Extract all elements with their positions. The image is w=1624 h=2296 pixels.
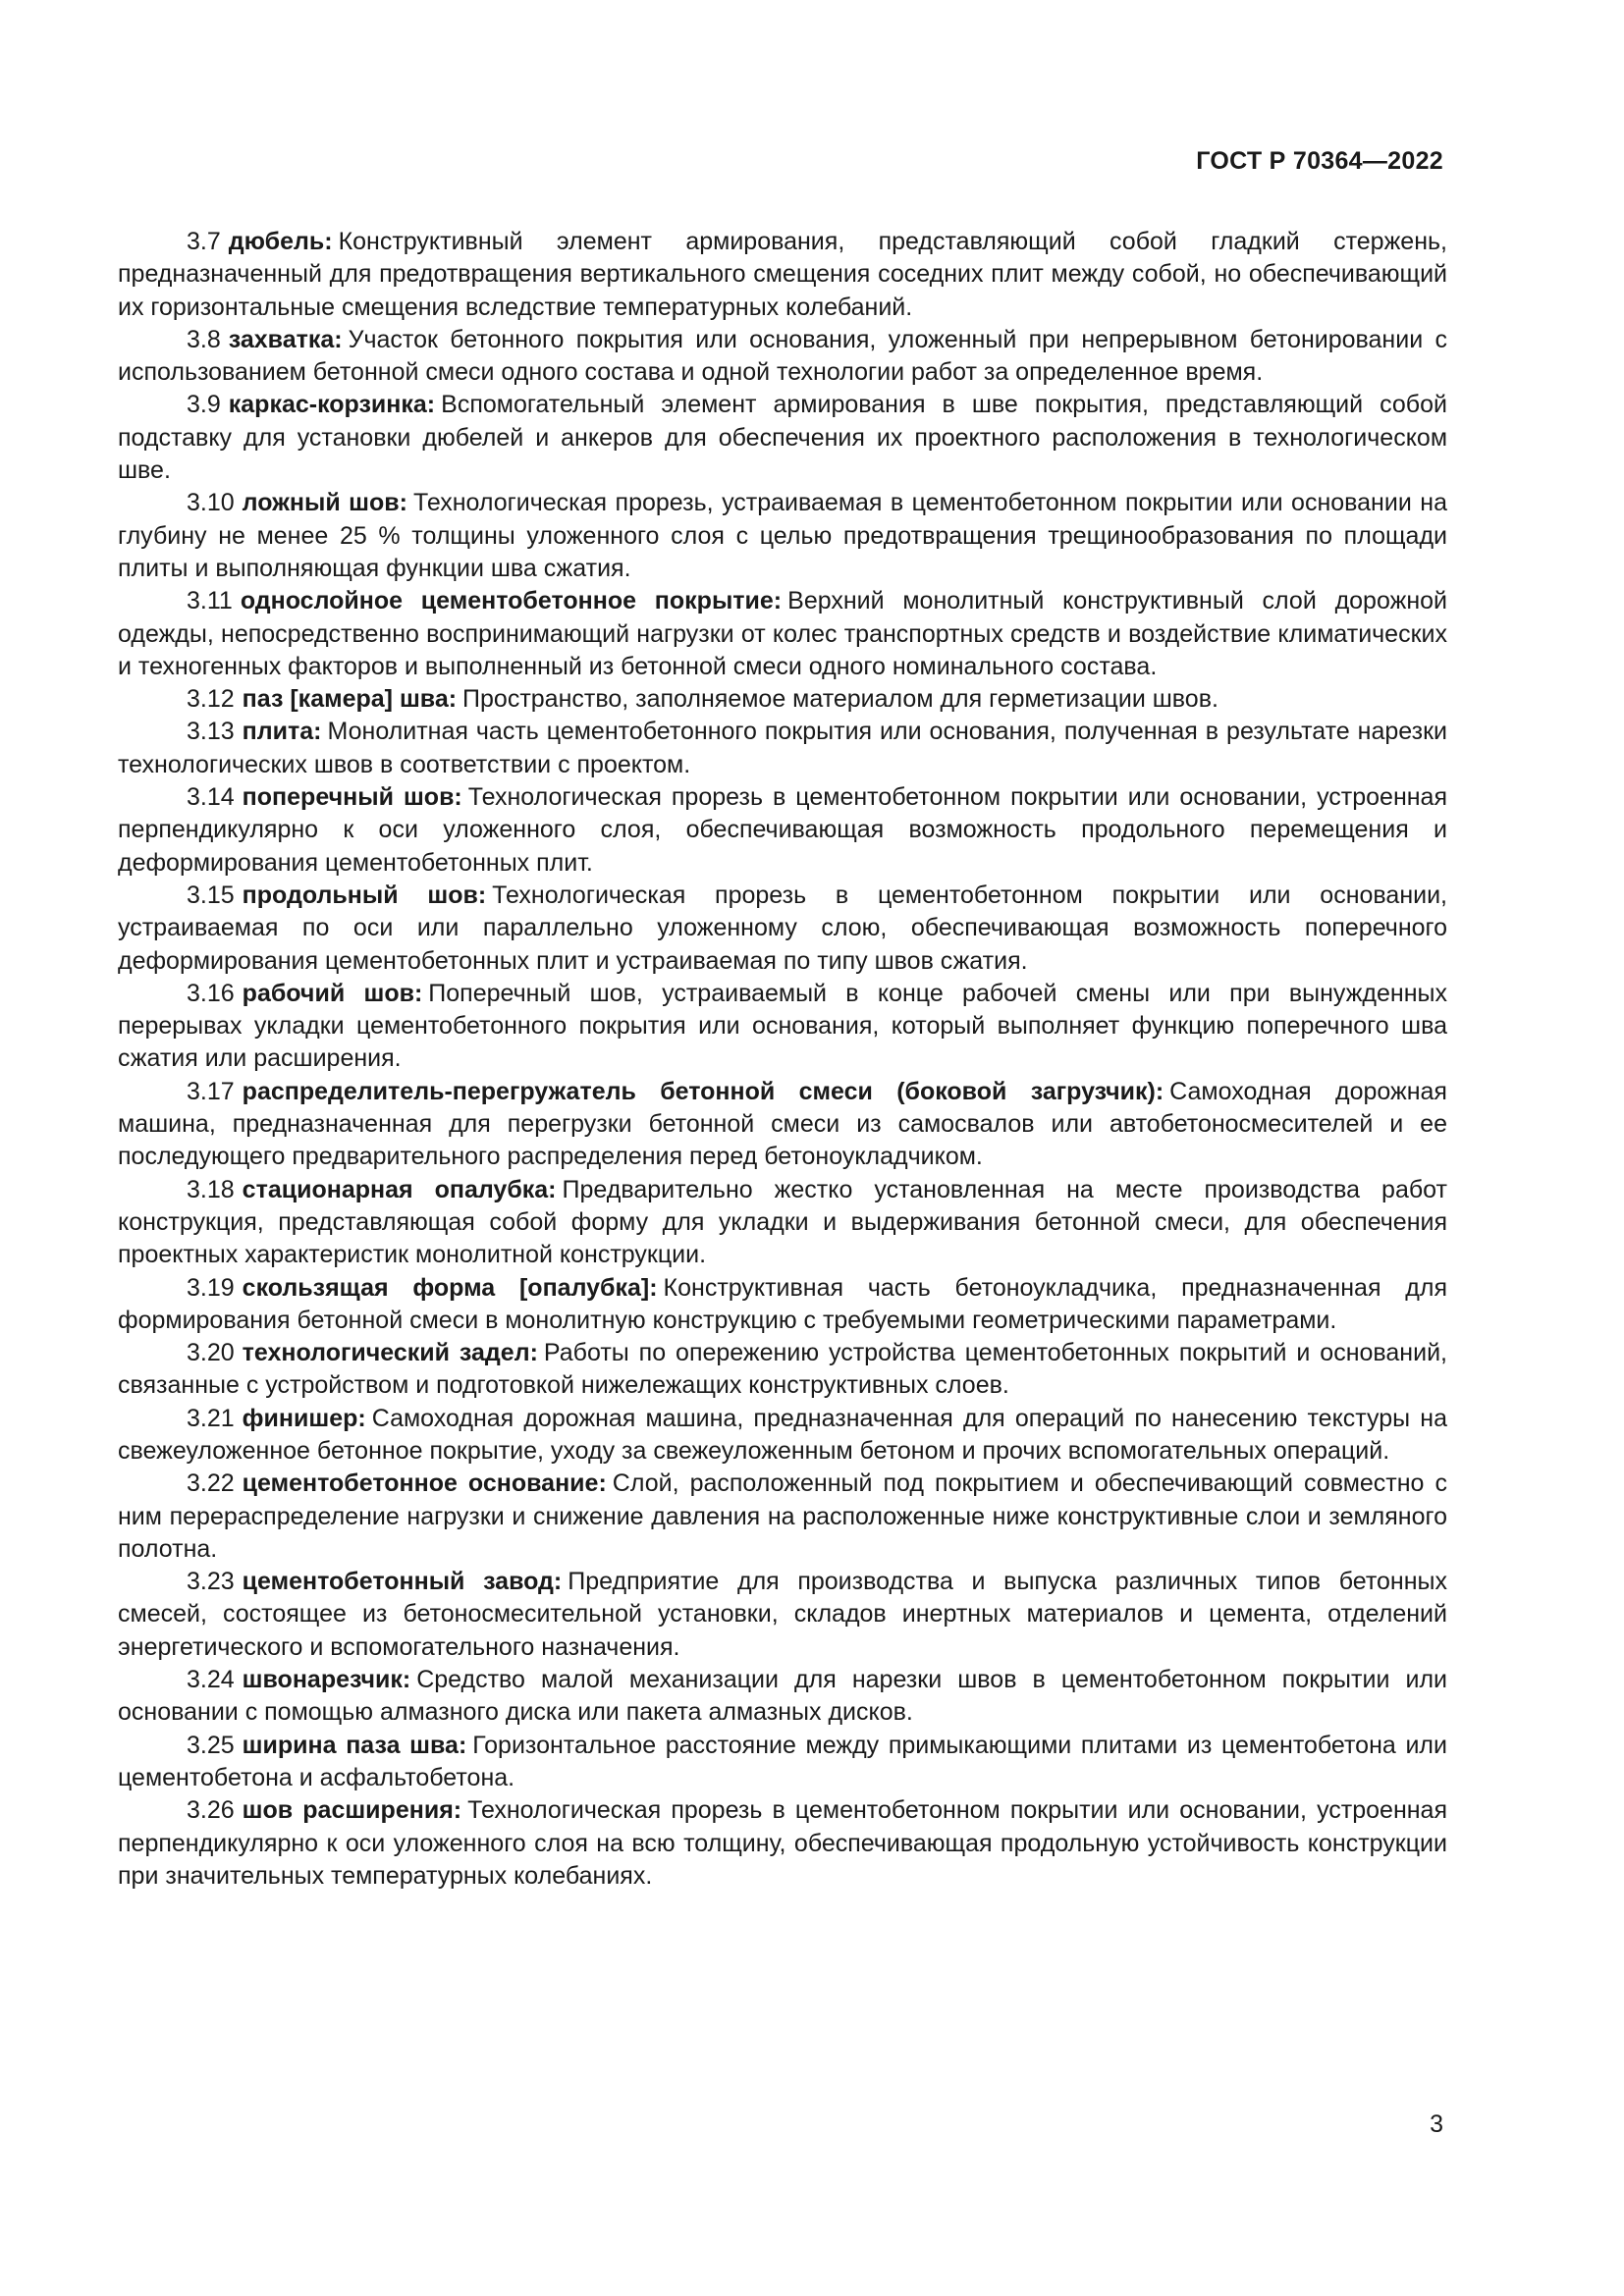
term-name: скользящая форма [опалубка]:: [242, 1273, 658, 1302]
term-name: плита:: [242, 718, 322, 746]
term-entry: [118, 880, 1447, 978]
term-entry: [118, 1664, 1447, 1730]
term-name: шов расширения:: [242, 1796, 462, 1825]
term-name: финишер:: [242, 1404, 366, 1432]
term-entry: [118, 1272, 1447, 1338]
term-definition: Вспомогательный элемент армирования в шве покрытия, представляющий собой подставку для установки дюбелей и анкеров для обеспечения их проектного расположения в технологическом шве.: [118, 391, 1447, 485]
term-entry: [118, 781, 1447, 880]
term-name: каркас-корзинка:: [228, 391, 436, 419]
term-number: 3.15: [187, 881, 235, 909]
term-name: швонарезчик:: [242, 1666, 411, 1694]
term-entry: [118, 1174, 1447, 1272]
term-entry: [118, 1468, 1447, 1566]
term-name: паз [камера] шва:: [242, 685, 458, 714]
term-name: технологический задел:: [242, 1339, 538, 1367]
term-name: стационарная опалубка:: [242, 1175, 557, 1203]
term-name: продольный шов:: [242, 881, 487, 909]
term-entry: [118, 324, 1447, 390]
term-definition: Технологическая прорезь, устраиваемая в цементобетонном покрытии или основании на глубину не менее 25 % толщины уложенного слоя с целью предотвращения трещинообразования по площади плиты и выполняющая функции шва сжатия.: [118, 489, 1447, 582]
term-definition: Предварительно жестко установленная на месте производства работ конструкция, представляющая собой форму для укладки и выдерживания бетонной смеси, для обеспечения проектных характеристик монолитной конструкции.: [118, 1175, 1447, 1269]
term-entry: [118, 389, 1447, 487]
term-definition: Технологическая прорезь в цементобетонном покрытии или основании, устраиваемая по оси или параллельно уложенному слою, обеспечивающая возможность поперечного деформирования цементобетонных плит и устраиваемая по типу швов сжатия.: [118, 881, 1447, 975]
standard-code-header: ГОСТ Р 70364—2022: [1196, 147, 1443, 175]
term-definition: Технологическая прорезь в цементобетонном покрытии или основании, устроенная перпендикулярно к оси уложенного слоя, обеспечивающая возможность продольного перемещения и деформирования цементобетонных плит.: [118, 783, 1447, 877]
term-number: 3.10: [187, 489, 235, 517]
term-definition: Конструктивная часть бетоноукладчика, предназначенная для формирования бетонной смеси в монолитную конструкцию с требуемыми геометрическими параметрами.: [118, 1273, 1447, 1334]
term-definition: Горизонтальное расстояние между примыкающими плитами из цементобетона или цементобетона и асфальтобетона.: [118, 1731, 1447, 1791]
term-name: поперечный шов:: [242, 783, 462, 812]
term-number: 3.16: [187, 979, 235, 1007]
terms-list: [118, 226, 1447, 1893]
term-name: ложный шов:: [242, 489, 407, 517]
term-entry: [118, 683, 1447, 716]
term-number: 3.9: [187, 391, 221, 419]
term-definition: Верхний монолитный конструктивный слой дорожной одежды, непосредственно воспринимающий нагрузки от колес транспортных средств и воздействие климатических и техногенных факторов и выполненный из бетонной смеси одного номинального состава.: [118, 587, 1447, 680]
term-number: 3.8: [187, 325, 221, 353]
term-definition: Пространство, заполняемое материалом для герметизации швов.: [462, 685, 1218, 714]
term-name: цементобетонный завод:: [242, 1568, 563, 1596]
term-definition: Поперечный шов, устраиваемый в конце рабочей смены или при вынужденных перерывах укладки цементобетонного покрытия или основания, который выполняет функцию поперечного шва сжатия или расширения.: [118, 979, 1448, 1073]
term-entry: [118, 1730, 1447, 1795]
term-definition: Слой, расположенный под покрытием и обеспечивающий совместно с ним перераспределение нагрузки и снижение давления на расположенные ниже конструктивные слои и земляного полотна.: [118, 1469, 1447, 1563]
term-number: 3.20: [187, 1339, 235, 1367]
term-definition: Конструктивный элемент армирования, представляющий собой гладкий стержень, предназначенный для предотвращения вертикального смещения соседних плит между собой, но обеспечивающий их горизонтальные смещения вследствие температурных колебаний.: [118, 228, 1447, 321]
term-definition: Средство малой механизации для нарезки швов в цементобетонном покрытии или основании с помощью алмазного диска или пакета алмазных дисков.: [118, 1666, 1447, 1727]
term-number: 3.7: [187, 228, 221, 255]
term-name: распределитель-перегружатель бетонной смеси (боковой загрузчик):: [242, 1077, 1164, 1105]
term-entry: [118, 978, 1447, 1076]
term-number: 3.11: [187, 587, 233, 615]
term-entry: [118, 226, 1447, 324]
term-number: 3.23: [187, 1568, 235, 1596]
term-definition: Технологическая прорезь в цементобетонном покрытии или основании, устроенная перпендикулярно к оси уложенного слоя на всю толщину, обеспечивающая продольную устойчивость конструкции при значительных температурных колебаниях.: [118, 1796, 1447, 1890]
term-name: ширина паза шва:: [242, 1731, 467, 1759]
term-entry: [118, 716, 1447, 781]
term-name: захватка:: [228, 325, 343, 353]
term-number: 3.19: [187, 1273, 235, 1302]
term-number: 3.24: [187, 1666, 235, 1694]
term-definition: Самоходная дорожная машина, предназначенная для операций по нанесению текстуры на свежеуложенное бетонное покрытие, уходу за свежеуложенным бетоном и прочих вспомогательных операций.: [118, 1404, 1447, 1465]
term-name: рабочий шов:: [242, 979, 423, 1007]
term-entry: [118, 1566, 1447, 1664]
term-entry: [118, 1794, 1447, 1893]
term-number: 3.21: [187, 1404, 235, 1432]
term-number: 3.14: [187, 783, 235, 812]
term-number: 3.18: [187, 1175, 235, 1203]
term-definition: Работы по опережению устройства цементобетонных покрытий и оснований, связанные с устройством и подготовкой нижележащих конструктивных слоев.: [118, 1339, 1447, 1400]
term-number: 3.13: [187, 718, 235, 746]
term-name: дюбель:: [228, 228, 333, 255]
term-definition: Монолитная часть цементобетонного покрытия или основания, полученная в результате нарезки технологических швов в соответствии с проектом.: [118, 718, 1447, 778]
term-number: 3.25: [187, 1731, 235, 1759]
term-entry: [118, 1403, 1447, 1468]
term-number: 3.12: [187, 685, 235, 714]
page-number: 3: [1430, 2110, 1443, 2138]
term-number: 3.26: [187, 1796, 235, 1825]
term-entry: [118, 585, 1447, 683]
term-definition: Предприятие для производства и выпуска различных типов бетонных смесей, состоящее из бетоносмесительной установки, складов инертных материалов и цемента, отделений энергетического и вспомогательного назначения.: [118, 1568, 1447, 1661]
term-number: 3.17: [187, 1077, 235, 1105]
term-definition: Участок бетонного покрытия или основания, уложенный при непрерывном бетонировании с использованием бетонной смеси одного состава и одной технологии работ за определенное время.: [118, 325, 1447, 387]
term-name: цементобетонное основание:: [242, 1469, 607, 1498]
term-number: 3.22: [187, 1469, 235, 1498]
term-entry: [118, 1076, 1447, 1174]
term-entry: [118, 487, 1447, 585]
term-entry: [118, 1337, 1447, 1403]
term-definition: Самоходная дорожная машина, предназначенная для перегрузки бетонной смеси из самосвалов или автобетоносмесителей и ее последующего предварительного распределения перед бетоноукладчиком.: [118, 1077, 1447, 1171]
term-name: однослойное цементобетонное покрытие:: [240, 587, 783, 615]
